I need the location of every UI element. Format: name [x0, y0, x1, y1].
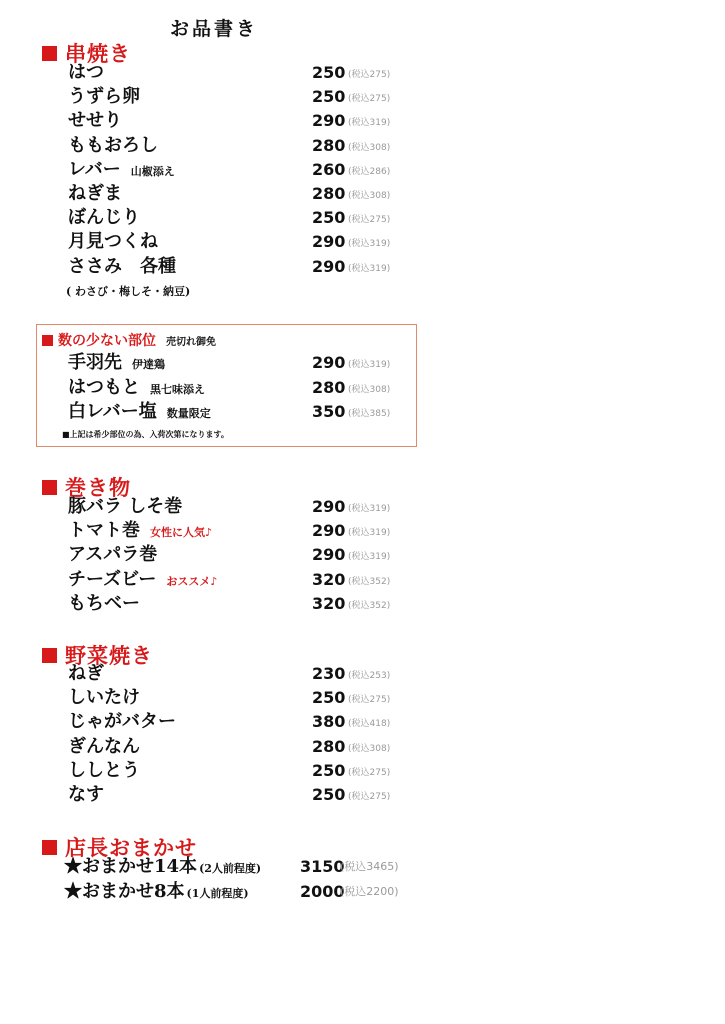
- menu-item: [68, 686, 140, 710]
- menu-item-note: (2人前程度): [199, 862, 262, 875]
- menu-item-name: 白レバー塩: [68, 401, 157, 422]
- menu-item-tax-price: (税込253): [348, 671, 391, 681]
- menu-item-tax-price: (税込275): [348, 94, 391, 105]
- red-square-icon: [42, 46, 57, 61]
- menu-item-row: [0, 158, 725, 182]
- menu-item: [68, 61, 104, 85]
- menu-item-name: 豚バラ しそ巻: [68, 496, 183, 517]
- menu-item: [68, 351, 165, 377]
- menu-item-price: 320: [312, 569, 346, 589]
- menu-item-price: 290: [312, 232, 346, 252]
- menu-item-row: [0, 400, 725, 424]
- menu-item-tax-price: (税込319): [348, 118, 391, 129]
- menu-item: [68, 255, 176, 279]
- menu-item-name: ねぎ: [68, 663, 104, 684]
- menu-item-name: うずら卵: [68, 86, 140, 108]
- menu-item-tax-price: (税込308): [348, 384, 391, 395]
- menu-item-price: 380: [312, 712, 346, 732]
- menu-item: [68, 158, 175, 184]
- sold-out-note: 売切れ御免: [166, 336, 216, 348]
- menu-item-price: 290: [312, 521, 346, 541]
- rare-parts-footnote: ■上記は希少部位の為、入荷次第になります。: [62, 429, 229, 439]
- menu-item-row: [0, 255, 725, 279]
- menu-item-price: 290: [312, 353, 346, 372]
- menu-item-tax-price: (税込352): [348, 600, 391, 611]
- menu-item-name: せせり: [68, 110, 122, 132]
- menu-item-name: トマト巻: [68, 520, 140, 542]
- menu-item-name: レバー: [68, 158, 121, 180]
- menu-item-price: 230: [312, 664, 346, 683]
- menu-item-tax-price: (税込319): [348, 360, 391, 370]
- menu-item-note: 山椒添え: [130, 164, 175, 178]
- menu-item-price: 280: [312, 135, 346, 155]
- menu-item-price: 250: [312, 785, 346, 804]
- menu-item-price: 250: [312, 688, 346, 708]
- menu-item-row: [0, 592, 725, 616]
- menu-item-tax-price: (税込308): [348, 191, 391, 201]
- menu-item-price: 280: [312, 377, 346, 397]
- menu-item-price: 290: [312, 256, 346, 276]
- menu-item-row: [0, 759, 725, 783]
- menu-item-price: 350: [312, 402, 346, 421]
- menu-item-name: しいたけ: [68, 687, 140, 709]
- menu-item-tax-price: (税込319): [348, 552, 391, 563]
- menu-item: [68, 495, 182, 519]
- menu-item-price: 260: [312, 159, 346, 179]
- menu-item-name: ★おまかせ8本: [64, 880, 185, 902]
- menu-item-name: 手羽先: [68, 352, 122, 373]
- menu-item-tax-price: (税込418): [348, 719, 391, 730]
- menu-item-tax-price: (税込275): [348, 767, 391, 778]
- menu-item: [68, 759, 140, 783]
- menu-item-row: [0, 855, 725, 879]
- menu-item-tax-price: (税込319): [348, 528, 391, 539]
- menu-item-price: 320: [312, 593, 346, 613]
- menu-item-tax-price: (税込352): [348, 576, 391, 587]
- menu-item-row: [0, 519, 725, 543]
- menu-item-price: 250: [312, 87, 346, 107]
- menu-item-tax-price: (税込319): [348, 263, 391, 274]
- menu-item-price: 290: [312, 497, 346, 516]
- menu-item-name: チーズビー: [68, 568, 157, 590]
- menu-item-row: [0, 783, 725, 807]
- menu-item: [64, 855, 261, 881]
- menu-item: [68, 376, 205, 402]
- menu-item: [68, 85, 140, 109]
- menu-item-row: [0, 351, 725, 375]
- menu-item: [68, 230, 158, 254]
- red-square-icon: [42, 648, 57, 663]
- menu-item: [68, 206, 140, 230]
- menu-item-row: [0, 85, 725, 109]
- menu-item-row: [0, 109, 725, 133]
- menu-item-tax-price: (税込3465): [340, 860, 399, 873]
- menu-item-row: [0, 880, 725, 904]
- menu-item: [68, 662, 104, 686]
- section-heading-rare: [42, 330, 216, 350]
- menu-item-row: [0, 710, 725, 734]
- menu-item-note: 伊達鶏: [132, 358, 165, 371]
- menu-item-row: [0, 134, 725, 158]
- menu-item-row: [0, 376, 725, 400]
- menu-item-price: 250: [312, 760, 346, 780]
- menu-item-price: 2000: [300, 881, 345, 901]
- menu-item: [68, 568, 217, 594]
- menu-item-name: アスパラ巻: [68, 544, 158, 566]
- red-square-icon: [42, 335, 53, 346]
- menu-item: [68, 783, 104, 807]
- menu-item-row: [0, 568, 725, 592]
- menu-item-price: 3150: [300, 857, 345, 876]
- menu-item-price: 280: [312, 736, 346, 756]
- menu-item-name: はつもと: [68, 376, 140, 398]
- menu-item: [68, 710, 176, 734]
- menu-item-price: 250: [312, 63, 346, 82]
- menu-item-tax-price: (税込308): [348, 142, 391, 153]
- menu-item-name: ★おまかせ14本: [64, 856, 198, 877]
- red-square-icon: [42, 840, 57, 855]
- menu-item: [68, 592, 140, 616]
- menu-item-name: ももおろし: [68, 134, 158, 156]
- menu-item-price: 290: [312, 545, 346, 565]
- menu-item-row: [0, 206, 725, 230]
- menu-item-tax-price: (税込308): [348, 743, 391, 754]
- menu-item-row: [0, 61, 725, 85]
- menu-item-tax-price: (税込275): [348, 695, 391, 706]
- menu-item-name: ささみ 各種: [68, 255, 176, 277]
- menu-item-name: なす: [68, 784, 104, 805]
- section-heading-label: 串焼き: [65, 41, 131, 66]
- menu-item-tax-price: (税込275): [348, 215, 391, 226]
- menu-item: [68, 735, 140, 759]
- menu-item: [68, 543, 157, 567]
- red-square-icon: [42, 480, 57, 495]
- menu-item-row: [0, 230, 725, 254]
- menu-item: [64, 880, 249, 906]
- menu-item-tax-price: (税込275): [348, 70, 391, 80]
- section-heading-label: 野菜焼き: [65, 643, 153, 668]
- menu-item-note: (1人前程度): [186, 886, 249, 900]
- menu-item-row: [0, 735, 725, 759]
- menu-title: お品書き: [170, 18, 259, 40]
- menu-item-name: ねぎま: [68, 183, 122, 204]
- menu-item: [68, 400, 211, 426]
- menu-item: [68, 182, 122, 206]
- menu-item-price: 250: [312, 208, 346, 228]
- menu-item-row: [0, 686, 725, 710]
- menu-item-name: じゃがバター: [68, 711, 176, 733]
- menu-item-tax-price: (税込319): [348, 504, 391, 514]
- menu-item-note: 数量限定: [166, 407, 211, 420]
- menu-item-tax-price: (税込319): [348, 239, 391, 250]
- menu-item: [68, 134, 158, 158]
- menu-item: [68, 519, 212, 545]
- menu-item-note: おススメ♪: [166, 574, 218, 588]
- section-heading-label: 数の少ない部位: [58, 333, 156, 349]
- menu-item-note: 黒七味添え: [150, 382, 205, 396]
- menu-item-name: もちベー: [68, 592, 140, 614]
- menu-item-price: 290: [312, 111, 346, 131]
- sasami-flavors-note: ( わさび・梅しそ・納豆): [66, 285, 191, 298]
- menu-item-name: 月見つくね: [68, 231, 158, 253]
- section-heading-label: 巻き物: [65, 475, 131, 500]
- menu-item-name: ぼんじり: [68, 207, 140, 229]
- menu-item-tax-price: (税込275): [348, 792, 391, 802]
- menu-item-name: ぎんなん: [68, 735, 140, 757]
- menu-item-price: 280: [312, 184, 346, 203]
- menu-item-row: [0, 543, 725, 567]
- menu-item-row: [0, 662, 725, 686]
- menu-item-tax-price: (税込2200): [340, 884, 399, 898]
- section-heading-label: 店長おまかせ: [65, 835, 197, 860]
- menu-item-row: [0, 182, 725, 206]
- menu-item-row: [0, 495, 725, 519]
- menu-item-tax-price: (税込286): [348, 166, 391, 177]
- menu-item-name: はつ: [68, 62, 104, 83]
- menu-item: [68, 109, 122, 133]
- menu-item-tax-price: (税込385): [348, 409, 391, 419]
- menu-item-name: ししとう: [68, 759, 140, 781]
- menu-item-note: 女性に人気♪: [150, 526, 213, 540]
